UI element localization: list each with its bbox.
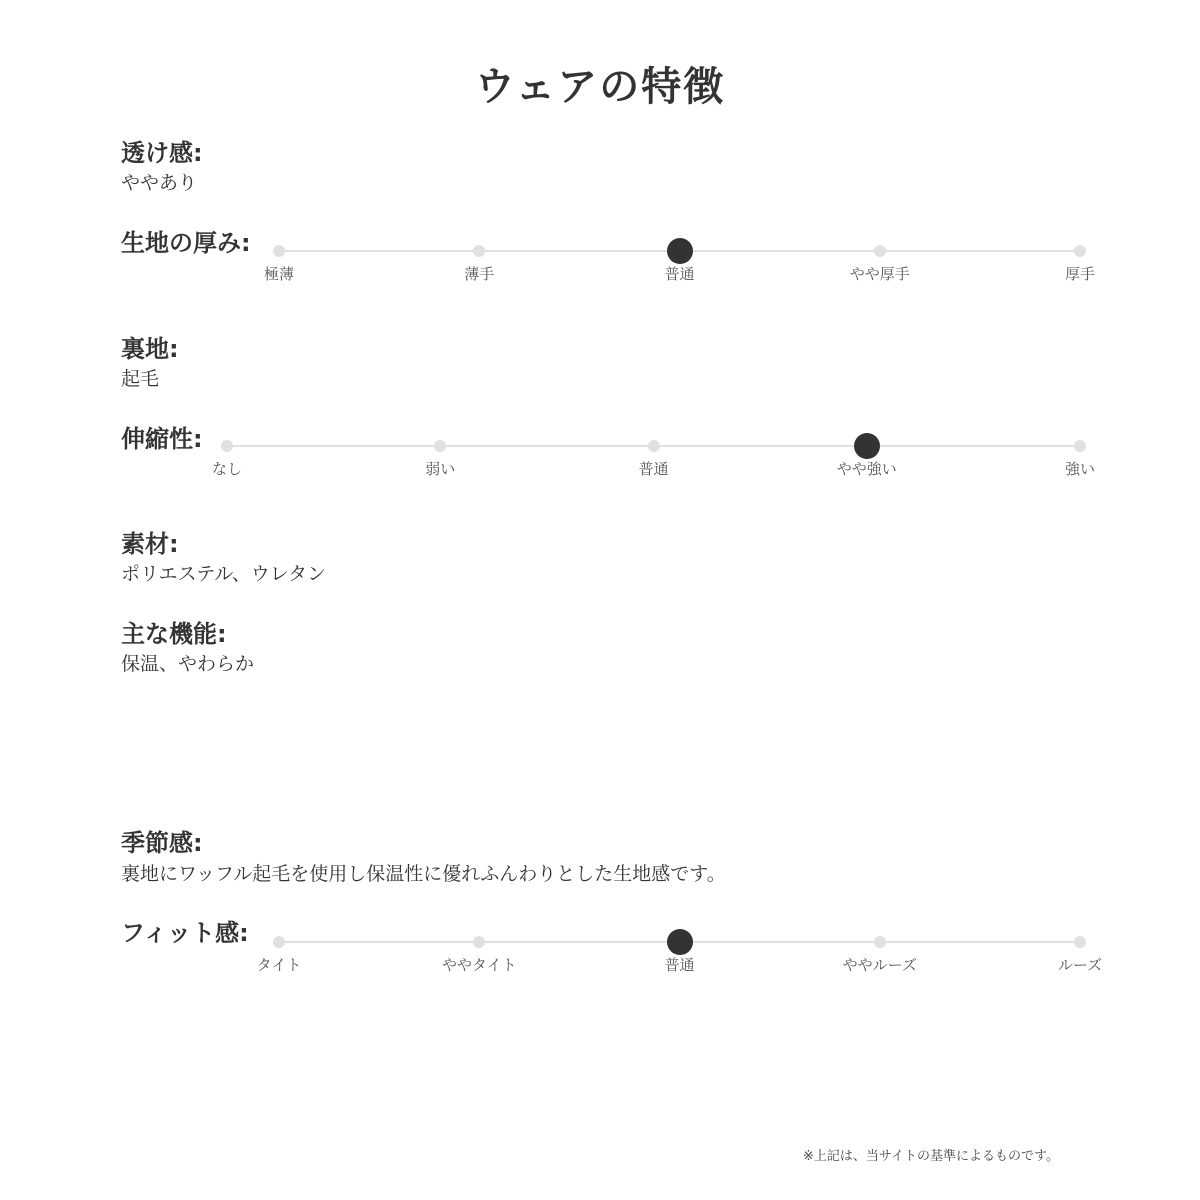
scale-dot bbox=[221, 440, 233, 452]
scale-option-label: 普通 bbox=[664, 265, 695, 283]
page-title: ウェアの特徴 bbox=[474, 64, 726, 110]
fit-label: フィット感: bbox=[121, 919, 249, 947]
scale-selected-dot bbox=[667, 929, 693, 955]
season-label: 季節感: bbox=[121, 829, 203, 857]
scale-option-label: 強い bbox=[1064, 460, 1095, 478]
scale-option-label: 厚手 bbox=[1064, 265, 1095, 283]
thickness-scale bbox=[0, 233, 1200, 293]
scale-option-label: 極薄 bbox=[263, 265, 294, 283]
transparency-value: ややあり bbox=[121, 172, 198, 194]
scale-option-label: ややルーズ bbox=[842, 956, 917, 974]
scale-option-label: ルーズ bbox=[1057, 956, 1103, 974]
scale-dot bbox=[273, 245, 285, 257]
scale-option-label: やや強い bbox=[836, 460, 897, 478]
material-label: 素材: bbox=[121, 530, 179, 558]
scale-dot bbox=[473, 245, 485, 257]
scale-dot bbox=[874, 245, 886, 257]
scale-dot bbox=[1074, 936, 1086, 948]
lining-label: 裏地: bbox=[121, 335, 179, 363]
functions-label: 主な機能: bbox=[121, 620, 227, 648]
scale-dot bbox=[273, 936, 285, 948]
scale-selected-dot bbox=[854, 433, 880, 459]
fit-scale bbox=[0, 924, 1200, 984]
scale-option-label: 弱い bbox=[425, 460, 456, 478]
footnote: ※上記は、当サイトの基準によるものです。 bbox=[803, 1149, 1059, 1164]
scale-selected-dot bbox=[667, 238, 693, 264]
scale-dot bbox=[874, 936, 886, 948]
scale-dot bbox=[473, 936, 485, 948]
stretch-scale bbox=[0, 428, 1200, 488]
transparency-label: 透け感: bbox=[121, 139, 203, 167]
stretch-label: 伸縮性: bbox=[121, 425, 203, 453]
scale-option-label: 普通 bbox=[638, 460, 669, 478]
material-value: ポリエステル、ウレタン bbox=[121, 563, 327, 585]
season-value: 裏地にワッフル起毛を使用し保温性に優れふんわりとした生地感です。 bbox=[121, 863, 726, 885]
scale-dot bbox=[1074, 245, 1086, 257]
scale-option-label: 薄手 bbox=[464, 265, 495, 283]
scale-dot bbox=[1074, 440, 1086, 452]
scale-dot bbox=[648, 440, 660, 452]
scale-option-label: ややタイト bbox=[441, 956, 517, 974]
lining-value: 起毛 bbox=[121, 368, 160, 390]
scale-dot bbox=[434, 440, 446, 452]
thickness-label: 生地の厚み: bbox=[121, 229, 251, 257]
functions-value: 保温、やわらか bbox=[121, 653, 255, 675]
scale-option-label: やや厚手 bbox=[849, 265, 910, 283]
scale-option-label: タイト bbox=[256, 956, 302, 974]
scale-option-label: 普通 bbox=[664, 956, 695, 974]
scale-option-label: なし bbox=[211, 460, 242, 478]
